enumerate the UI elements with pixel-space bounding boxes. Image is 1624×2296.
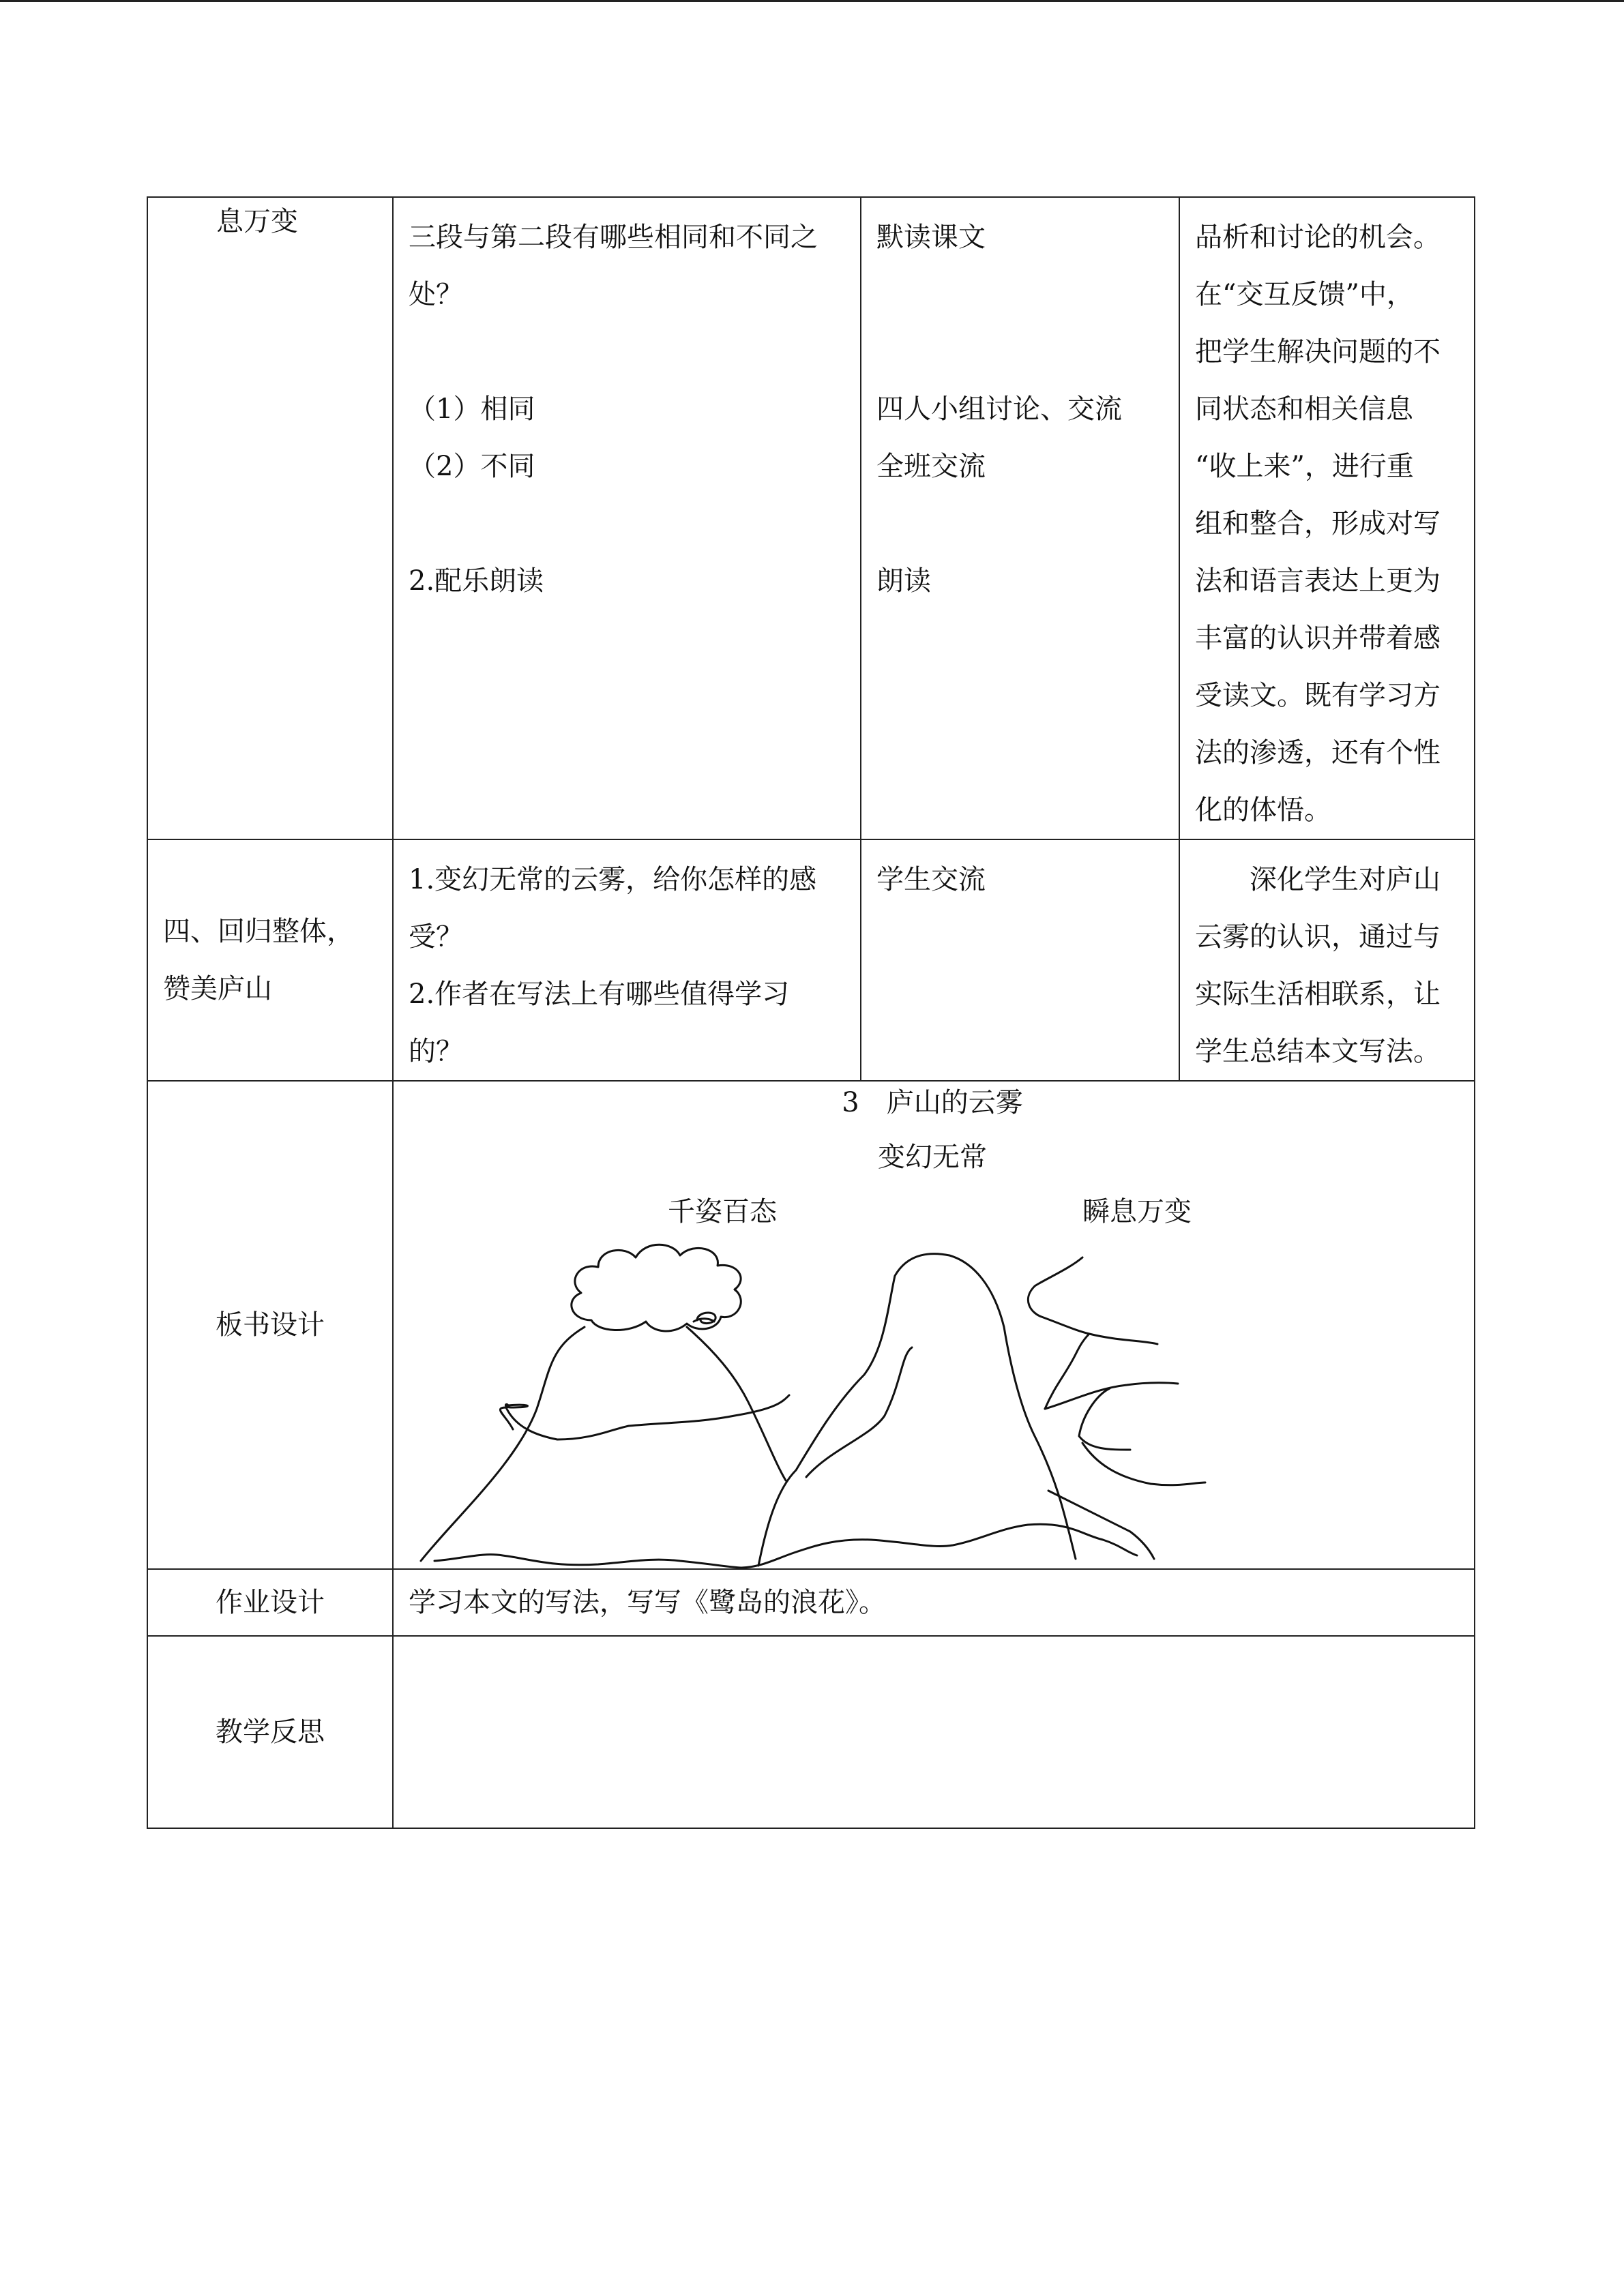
- stage-cell: [147, 197, 393, 839]
- intent-line: 丰富的认识并带着感: [1195, 623, 1441, 654]
- intent-line: 同状态和相关信息: [1195, 393, 1413, 425]
- student-activity-cell: [861, 197, 1179, 839]
- table-row-homework: [147, 1569, 1475, 1636]
- intent-line: 在“交互反馈”中，: [1195, 279, 1414, 310]
- student-exchange: 学生交流: [876, 864, 986, 895]
- right-stream-5: [1048, 1491, 1154, 1559]
- right-stream-1: [1089, 1334, 1157, 1344]
- board-label-cell: [147, 1081, 393, 1569]
- intent-line: 化的体悟。: [1195, 794, 1331, 826]
- left-mountain-band: [505, 1395, 789, 1440]
- silent-reading: 默读课文: [876, 222, 986, 253]
- reflection-content: [394, 1637, 1474, 1648]
- lesson-number: 3: [842, 1087, 859, 1118]
- point-same: （1）相同: [409, 393, 535, 425]
- homework-content: 学习本文的写法，写写《鹭岛的浪花》。: [409, 1587, 886, 1618]
- teacher-activity-cell: [393, 839, 861, 1081]
- board-right-branch: 瞬息万变: [1082, 1196, 1192, 1227]
- homework-content-cell: [393, 1569, 1475, 1636]
- student-activity-cell: [861, 839, 1179, 1081]
- mountain-cloud-sketch: [394, 1082, 1471, 1568]
- stage-title-line-1: 四、回归整体，: [163, 916, 354, 947]
- lesson-plan-table: [147, 196, 1475, 1829]
- question-line: 受？: [409, 921, 463, 953]
- design-intent-cell: [1179, 839, 1475, 1081]
- teacher-activity-cell: [393, 197, 861, 839]
- right-waterfall: [1028, 1257, 1089, 1409]
- board-design-cell: [393, 1081, 1475, 1569]
- group-discussion: 四人小组讨论、交流: [876, 393, 1122, 425]
- intent-line: 云雾的认识，通过与: [1195, 921, 1441, 953]
- lesson-title-text: 庐山的云雾: [886, 1087, 1023, 1118]
- question-line: 1.变幻无常的云雾，给你怎样的感: [409, 864, 817, 895]
- table-row-board-design: [147, 1081, 1475, 1569]
- intent-line: 法和语言表达上更为: [1195, 565, 1441, 597]
- blackboard-layout: [394, 1082, 1471, 1568]
- intent-line: 品析和讨论的机会。: [1195, 222, 1441, 253]
- right-stream-2: [1045, 1383, 1178, 1409]
- reflection-content-cell: [393, 1636, 1475, 1828]
- music-reading-step: 2.配乐朗读: [409, 565, 544, 597]
- read-aloud: 朗读: [876, 565, 931, 597]
- board-theme: 变幻无常: [878, 1142, 987, 1173]
- table-row-stage3-continued: [147, 197, 1475, 839]
- point-different: （2）不同: [409, 451, 535, 482]
- stage-cell: [147, 839, 393, 1081]
- intent-line: 实际生活相联系，让: [1195, 979, 1441, 1010]
- homework-label-cell: [147, 1569, 393, 1636]
- intent-line: 把学生解决问题的不: [1195, 336, 1441, 368]
- intent-line: “收上来”，进行重: [1195, 451, 1414, 482]
- homework-label: 作业设计: [216, 1587, 325, 1618]
- intent-line: 受读文。既有学习方: [1195, 680, 1441, 711]
- stage-text: 息万变: [216, 206, 298, 237]
- question-line-2: 处？: [409, 279, 463, 310]
- class-exchange: 全班交流: [876, 451, 986, 482]
- right-stream-4: [1082, 1443, 1205, 1485]
- table-row-reflection: [147, 1636, 1475, 1828]
- board-left-branch: 千姿百态: [668, 1196, 777, 1227]
- left-mountain-outline: [421, 1327, 786, 1561]
- intent-line: 深化学生对庐山: [1250, 864, 1441, 895]
- question-line: 2.作者在写法上有哪些值得学习: [409, 979, 790, 1010]
- page-top-border: [0, 0, 1624, 2]
- right-stream-3: [1079, 1388, 1130, 1450]
- table-row-stage4: [147, 839, 1475, 1081]
- design-intent-cell: [1179, 197, 1475, 839]
- intent-line: 法的渗透，还有个性: [1195, 737, 1441, 769]
- board-label: 板书设计: [216, 1309, 325, 1341]
- intent-line: 学生总结本文写法。: [1195, 1036, 1441, 1067]
- reflection-label: 教学反思: [216, 1716, 325, 1748]
- question-line-1: 三段与第二段有哪些相同和不同之: [409, 222, 818, 253]
- intent-line: 组和整合，形成对写: [1195, 508, 1441, 539]
- left-mountain-ridge: [500, 1407, 513, 1429]
- cloud-swirl: [694, 1313, 715, 1324]
- ground-line: [434, 1524, 1137, 1568]
- reflection-label-cell: [147, 1636, 393, 1828]
- stage-title-line-2: 赞美庐山: [163, 973, 272, 1004]
- center-mountain-inner: [806, 1347, 912, 1477]
- question-line: 的？: [409, 1036, 463, 1067]
